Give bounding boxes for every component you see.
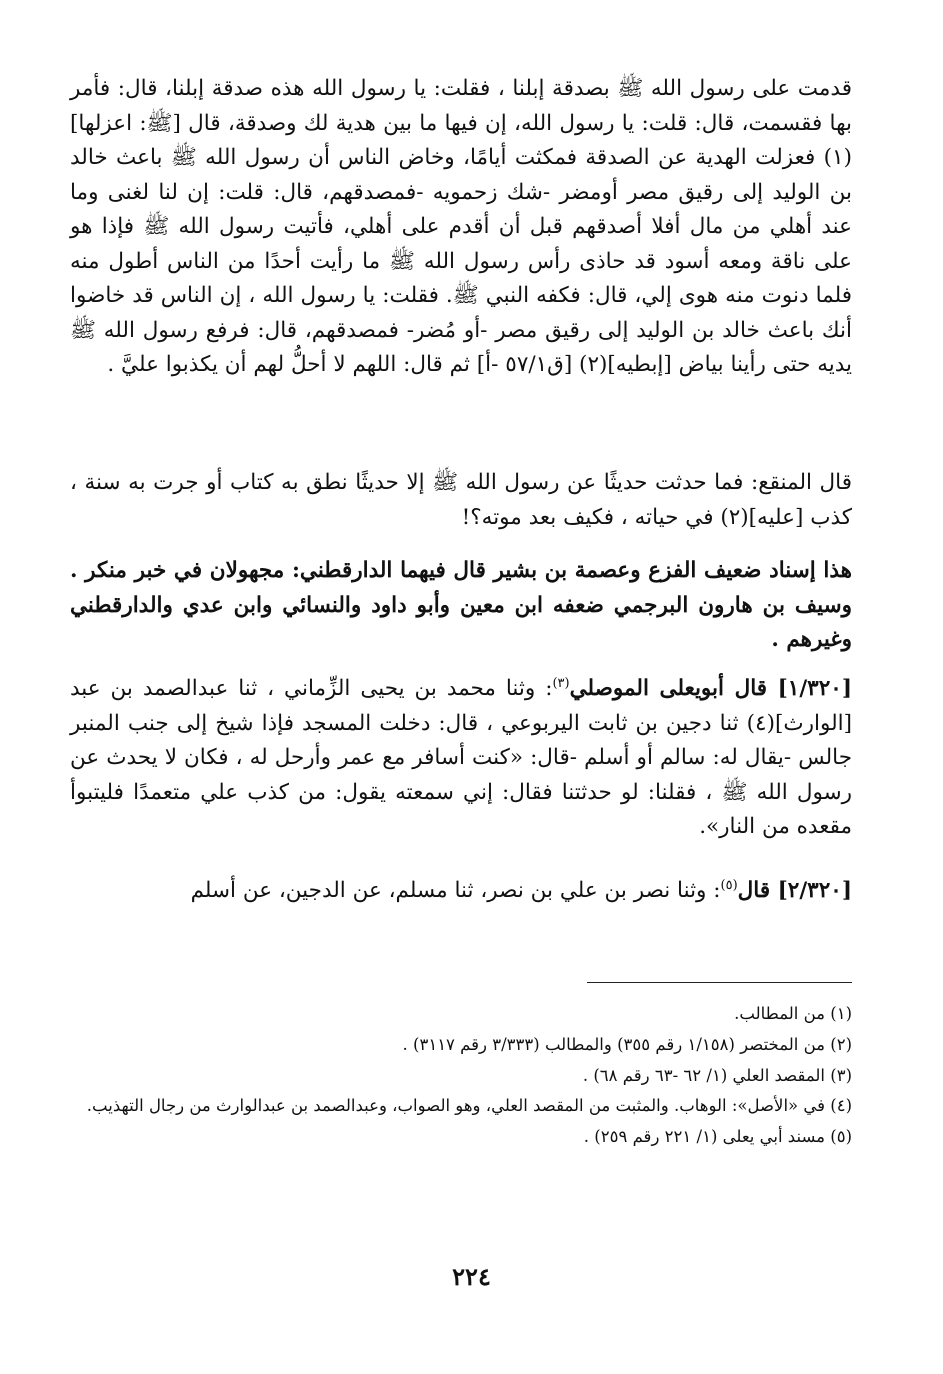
footnote-marker: (٣) [552,675,570,691]
footnote-2: (٢) من المختصر (١/١٥٨ رقم ٣٥٥) والمطالب (٣/٣٣٣ رقم ٣١١٧) . [402,1035,852,1054]
paragraph-hadith-text: قدمت على رسول الله ﷺ بصدقة إبلنا ، فقلت: يا رسول الله هذه صدقة إبلنا، قال: فأمر بها فقسمت، قال: قلت: يا رسول الله، إن فيها ما بين هدية لك وصدقة، قال [ﷺ: اعزلها](١) فعزلت الهدية عن الصدقة فمكثت أيامًا، وخاض الناس أن رسول الله ﷺ باعث خالد بن الوليد إلى رقيق مصر أومضر -شك زحمويه -فمصدقهم، قال: قلت: إن لنا لغنى وما عند أهلي من مال أفلا أصدقهم قبل أن أقدم على أهلي، فأتيت رسول الله ﷺ فإذا هو على ناقة ومعه أسود قد حاذى رأس رسول الله ﷺ ما رأيت أحدًا من الناس أطول منه فلما دنوت منه هوى إلي، قال: فكفه النبي ﷺ. فقلت: يا رسول الله ، إن الناس قد خاضوا أنك باعث خالد بن الوليد إلى رقيق مصر -أو مُضر- فمصدقهم، قال: فرفع رسول الله ﷺ يديه حتى رأينا بياض [إبطيه](٢) [ق٥٧/١ -أ] ثم قال: اللهم لا أحلُّ لهم أن يكذبوا عليَّ . [70,76,852,377]
footnote-separator [587,982,852,983]
paragraph-munaqqa-saying: قال المنقع: فما حدثت حديثًا عن رسول الله ﷺ إلا حديثًا نطق به كتاب أو جرت به سنة ، كذب [عليه](٢) في حياته ، فكيف بعد موته؟! [70,470,852,530]
page-number: ٢٢٤ [452,1262,491,1291]
paragraph-isnad-commentary: هذا إسناد ضعيف الفزع وعصمة بن بشير قال فيهما الدارقطني: مجهولان في خبر منكر . وسيف بن هارون البرجمي ضعفه ابن معين وأبو داود والنسائي وابن عدي والدارقطني وغيرهم . [70,558,852,652]
footnotes [70,998,852,1152]
main-text [70,72,852,910]
footnote-5: (٥) مسند أبي يعلى (١/ ٢٢١ رقم ٢٥٩) . [583,1127,852,1146]
footnote-1: (١) من المطالب. [734,1004,852,1023]
hadith-reference: [٢/٣٢٠] قال [737,878,852,903]
hadith-reference: [١/٣٢٠] قال أبويعلى الموصلي [569,676,853,701]
footnote-4: (٤) في «الأصل»: الوهاب. والمثبت من المقصد العلي، وهو الصواب، وعبدالصمد بن عبدالوارث من رجال التهذيب. [86,1096,852,1115]
footnote-marker: (٥) [720,877,738,893]
paragraph-hadith-320-2 [70,874,852,910]
footnote-3: (٣) المقصد العلي (١/ ٦٢ -٦٣ رقم ٦٨) . [582,1066,852,1085]
hadith-text: : وثنا محمد بن يحيى الزِّماني ، ثنا عبدالصمد بن عبد [الوارث](٤) ثنا دجين بن ثابت اليربوعي ، قال: دخلت المسجد فإذا شيخ إلى جنب المنبر جالس -يقال له: سالم أو أسلم -قال: «كنت أسافر مع عمر وأرحل له ، فكان لا يحدث عن رسول الله ﷺ ، فقلنا: لو حدثتنا فقال: إني سمعته يقول: من كذب علي متعمدًا فليتبوأ مقعده من النار». [70,676,852,839]
hadith-text: : وثنا نصر بن علي بن نصر، ثنا مسلم، عن الدجين، عن أسلم [190,878,721,903]
paragraph-hadith-320-1 [70,672,852,862]
